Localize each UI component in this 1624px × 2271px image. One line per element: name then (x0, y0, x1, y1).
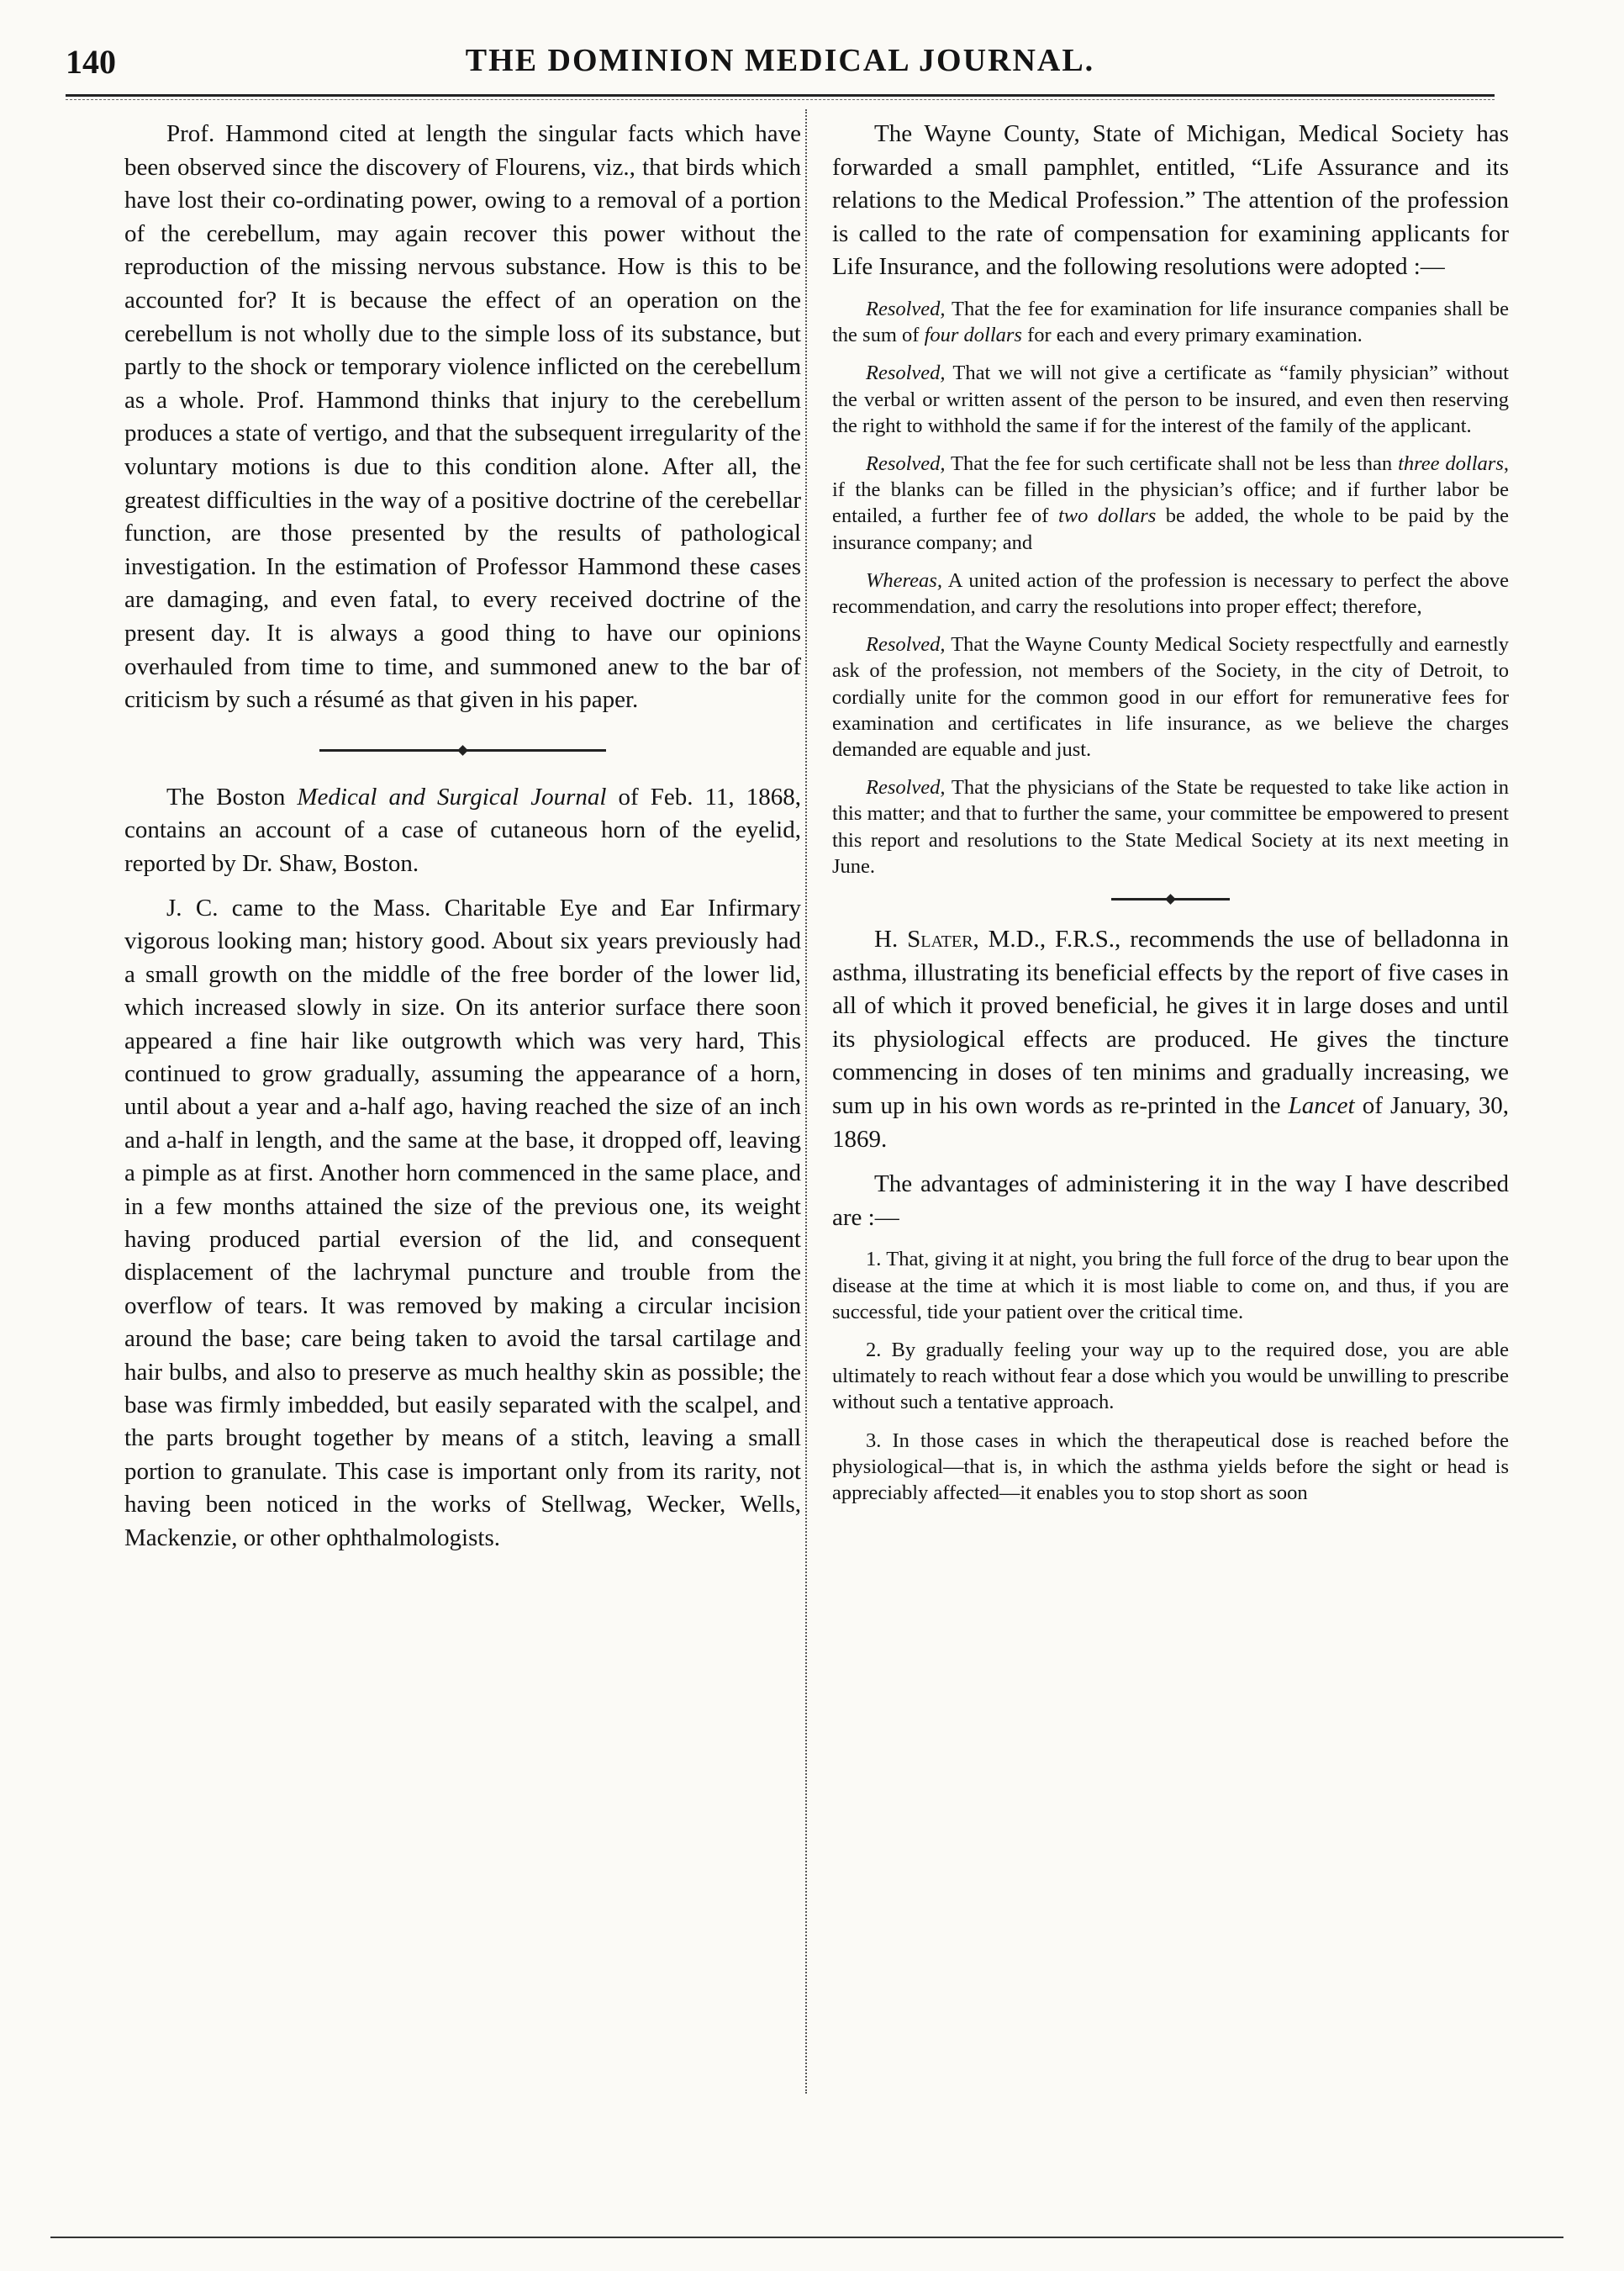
resolution-lead: Resolved, (866, 633, 946, 657)
text-run: That the physicians of the State be requested to take like action in this matter; and that to further the same, your committee be empowered to present this report and resolutions to the State Medical Society at its next meeting in June. (832, 776, 1509, 878)
text-run: That we will not give a certificate as “family physician” without the verbal or written assent of the person to be insured, and even then reserving the right to withhold the same if for the interest of the family of the applicant. (832, 362, 1509, 437)
fee-amount: three dollars (1398, 452, 1504, 475)
hammond-paragraph: Prof. Hammond cited at length the singular facts which have been observed since the discovery of Flourens, viz., that birds which have lost their co-ordinating power, owing to a removal of a portion of the cerebellum, may again recover this power without the reproduction of the missing nervous substance. How is this to be accounted for? It is because the effect of an operation on the cerebellum is not wholly due to the simple loss of its substance, but partly to the shock or temporary violence inflicted on the cerebellum as a whole. Prof. Hammond thinks that injury to the cerebellum produces a state of vertigo, and that the subsequent irregularity of the voluntary motions is due to this condition alone. After all, the greatest difficulties in the way of a positive doctrine of the cerebellar function, are those presented by the results of pathological investigation. In the estimation of Professor Hammond these cases are damaging, and even fatal, to every received doctrine of the present day. It is always a good thing to have our opinions overhauled from time to time, and summoned anew to the bar of criticism by such a résumé as that given in his paper. (124, 120, 801, 714)
text-run: for each and every primary examination. (1021, 324, 1363, 347)
belladonna-paragraph (832, 923, 1509, 1156)
text-run: That the fee for examination for life insurance companies shall be the sum of (832, 297, 1509, 347)
author-name: H. Slater, M.D., F.R.S. (874, 926, 1115, 953)
resolution-lead: Resolved, (866, 297, 946, 320)
whereas-lead: Whereas, (866, 568, 942, 592)
case-report-paragraph: J. C. came to the Mass. Charitable Eye and Ear Infirmary vigorous looking man; history good. About six years previously had a small growth on the middle of the free border of the lower lid, which increased slowly in size. On its anterior surface there soon appeared a fine hair like outgrowth which was very hard, This continued to grow gradually, assuming the appearance of a horn, until about a year and a-half ago, having reached the size of an inch and a-half in length, and the same at the base, it dropped off, leaving a pimple as at first. Another horn commenced in the same place, and in a few months attained the size of the previous one, its weight having produced partial eversion of the lid, and consequent displacement of the lachrymal puncture and trouble from the overflow of tears. It was removed by making a circular incision around the base; care being taken to avoid the tarsal cartilage and hair bulbs, and also to preserve as much healthy skin as possible; the base was firmly imbedded, but easily separated with the scalpel, and the parts brought together by means of a stitch, leaving a small portion to granulate. This case is important only from its rarity, not having been noticed in the works of Stellwag, Wecker, Wells, Mackenzie, or other ophthalmologists. (124, 894, 801, 1551)
text-run: , recommends the use of belladonna in asthma, illustrating its beneficial effects by the report of five cases in all of which it proved beneficial, he gives it in large doses and until its physiological effects are produced. He gives the tincture commencing in doses of ten minims and gradually increasing, we sum up in his own words as re-printed in the (832, 926, 1509, 1119)
whereas-clause (832, 568, 1509, 620)
footer-rule (50, 2237, 1563, 2238)
column-divider (805, 109, 807, 2094)
text-run: That the Wayne County Medical Society respectfully and earnestly ask of the profession, not members of the Society, in the city of Detroit, to cordially unite for the common good in our effort for remunerative fees for examination and certificates in life insurance, as we believe the charges demanded are equable and just. (832, 633, 1509, 762)
resolution-lead: Resolved, (866, 776, 946, 800)
text-run: of January, 30, 1869. (832, 1092, 1509, 1153)
advantage-item-3: 3. In those cases in which the therapeutical dose is reached before the physiological—that is, in which the asthma yields before the sight or head is appreciably affected—it enables you to stop short as soon (832, 1429, 1509, 1504)
resolution-3 (832, 451, 1509, 556)
advantage-item-1: 1. That, giving it at night, you bring the full force of the drug to bear upon the disease at the time at which it is most liable to come on, and thus, if you are successful, tide your patient over the critical time. (832, 1248, 1509, 1323)
fee-amount: four dollars (924, 324, 1022, 347)
text-run: , if the blanks can be filled in the physician’s office; and if further labor be entailed, a further fee of (832, 452, 1509, 528)
section-ornament (124, 742, 801, 756)
running-head: THE DOMINION MEDICAL JOURNAL. (465, 43, 1095, 78)
text-run: be added, the whole to be paid by the insurance company; and (832, 504, 1509, 554)
resolution-lead: Resolved, (866, 452, 946, 475)
advantage-item-2: 2. By gradually feeling your way up to the required dose, you are able ultimately to reach without fear a dose which you would be unwilling to prescribe without such a tentative approach. (832, 1338, 1509, 1414)
boston-journal-paragraph (124, 781, 801, 880)
page-number: 140 (66, 43, 116, 81)
header-rule-dashed (66, 99, 1495, 100)
resolution-4 (832, 631, 1509, 763)
resolution-2 (832, 360, 1509, 439)
wayne-county-paragraph: The Wayne County, State of Michigan, Medical Society has forwarded a small pamphlet, entitled, “Life Assurance and its relations to the Medical Profession.” The attention of the profession is called to the rate of compensation for examining applicants for Life Insurance, and the following resolutions were adopted :— (832, 120, 1509, 281)
section-ornament (832, 891, 1509, 905)
text-run: That the fee for such certificate shall not be less than (945, 452, 1399, 475)
resolution-5 (832, 774, 1509, 879)
text-run: A united action of the profession is necessary to perfect the above recommendation, and carry the resolutions into proper effect; therefore, (832, 568, 1509, 618)
resolution-1 (832, 296, 1509, 348)
header-rule (66, 94, 1495, 97)
page-header (66, 35, 1495, 89)
right-column (832, 118, 1509, 1506)
fee-amount: two dollars (1057, 504, 1157, 528)
journal-title: Medical and Surgical Journal (297, 783, 607, 811)
resolution-lead: Resolved, (866, 362, 946, 385)
left-column (124, 118, 801, 1555)
text-run: of Feb. 11, 1868, contains an account of a case of cutaneous horn of the eyelid, reported by Dr. Shaw, Boston. (124, 783, 801, 877)
advantages-intro: The advantages of administering it in the way I have described are :— (832, 1170, 1509, 1231)
text-run: The Boston (166, 783, 298, 811)
journal-title: Lancet (1288, 1092, 1355, 1119)
